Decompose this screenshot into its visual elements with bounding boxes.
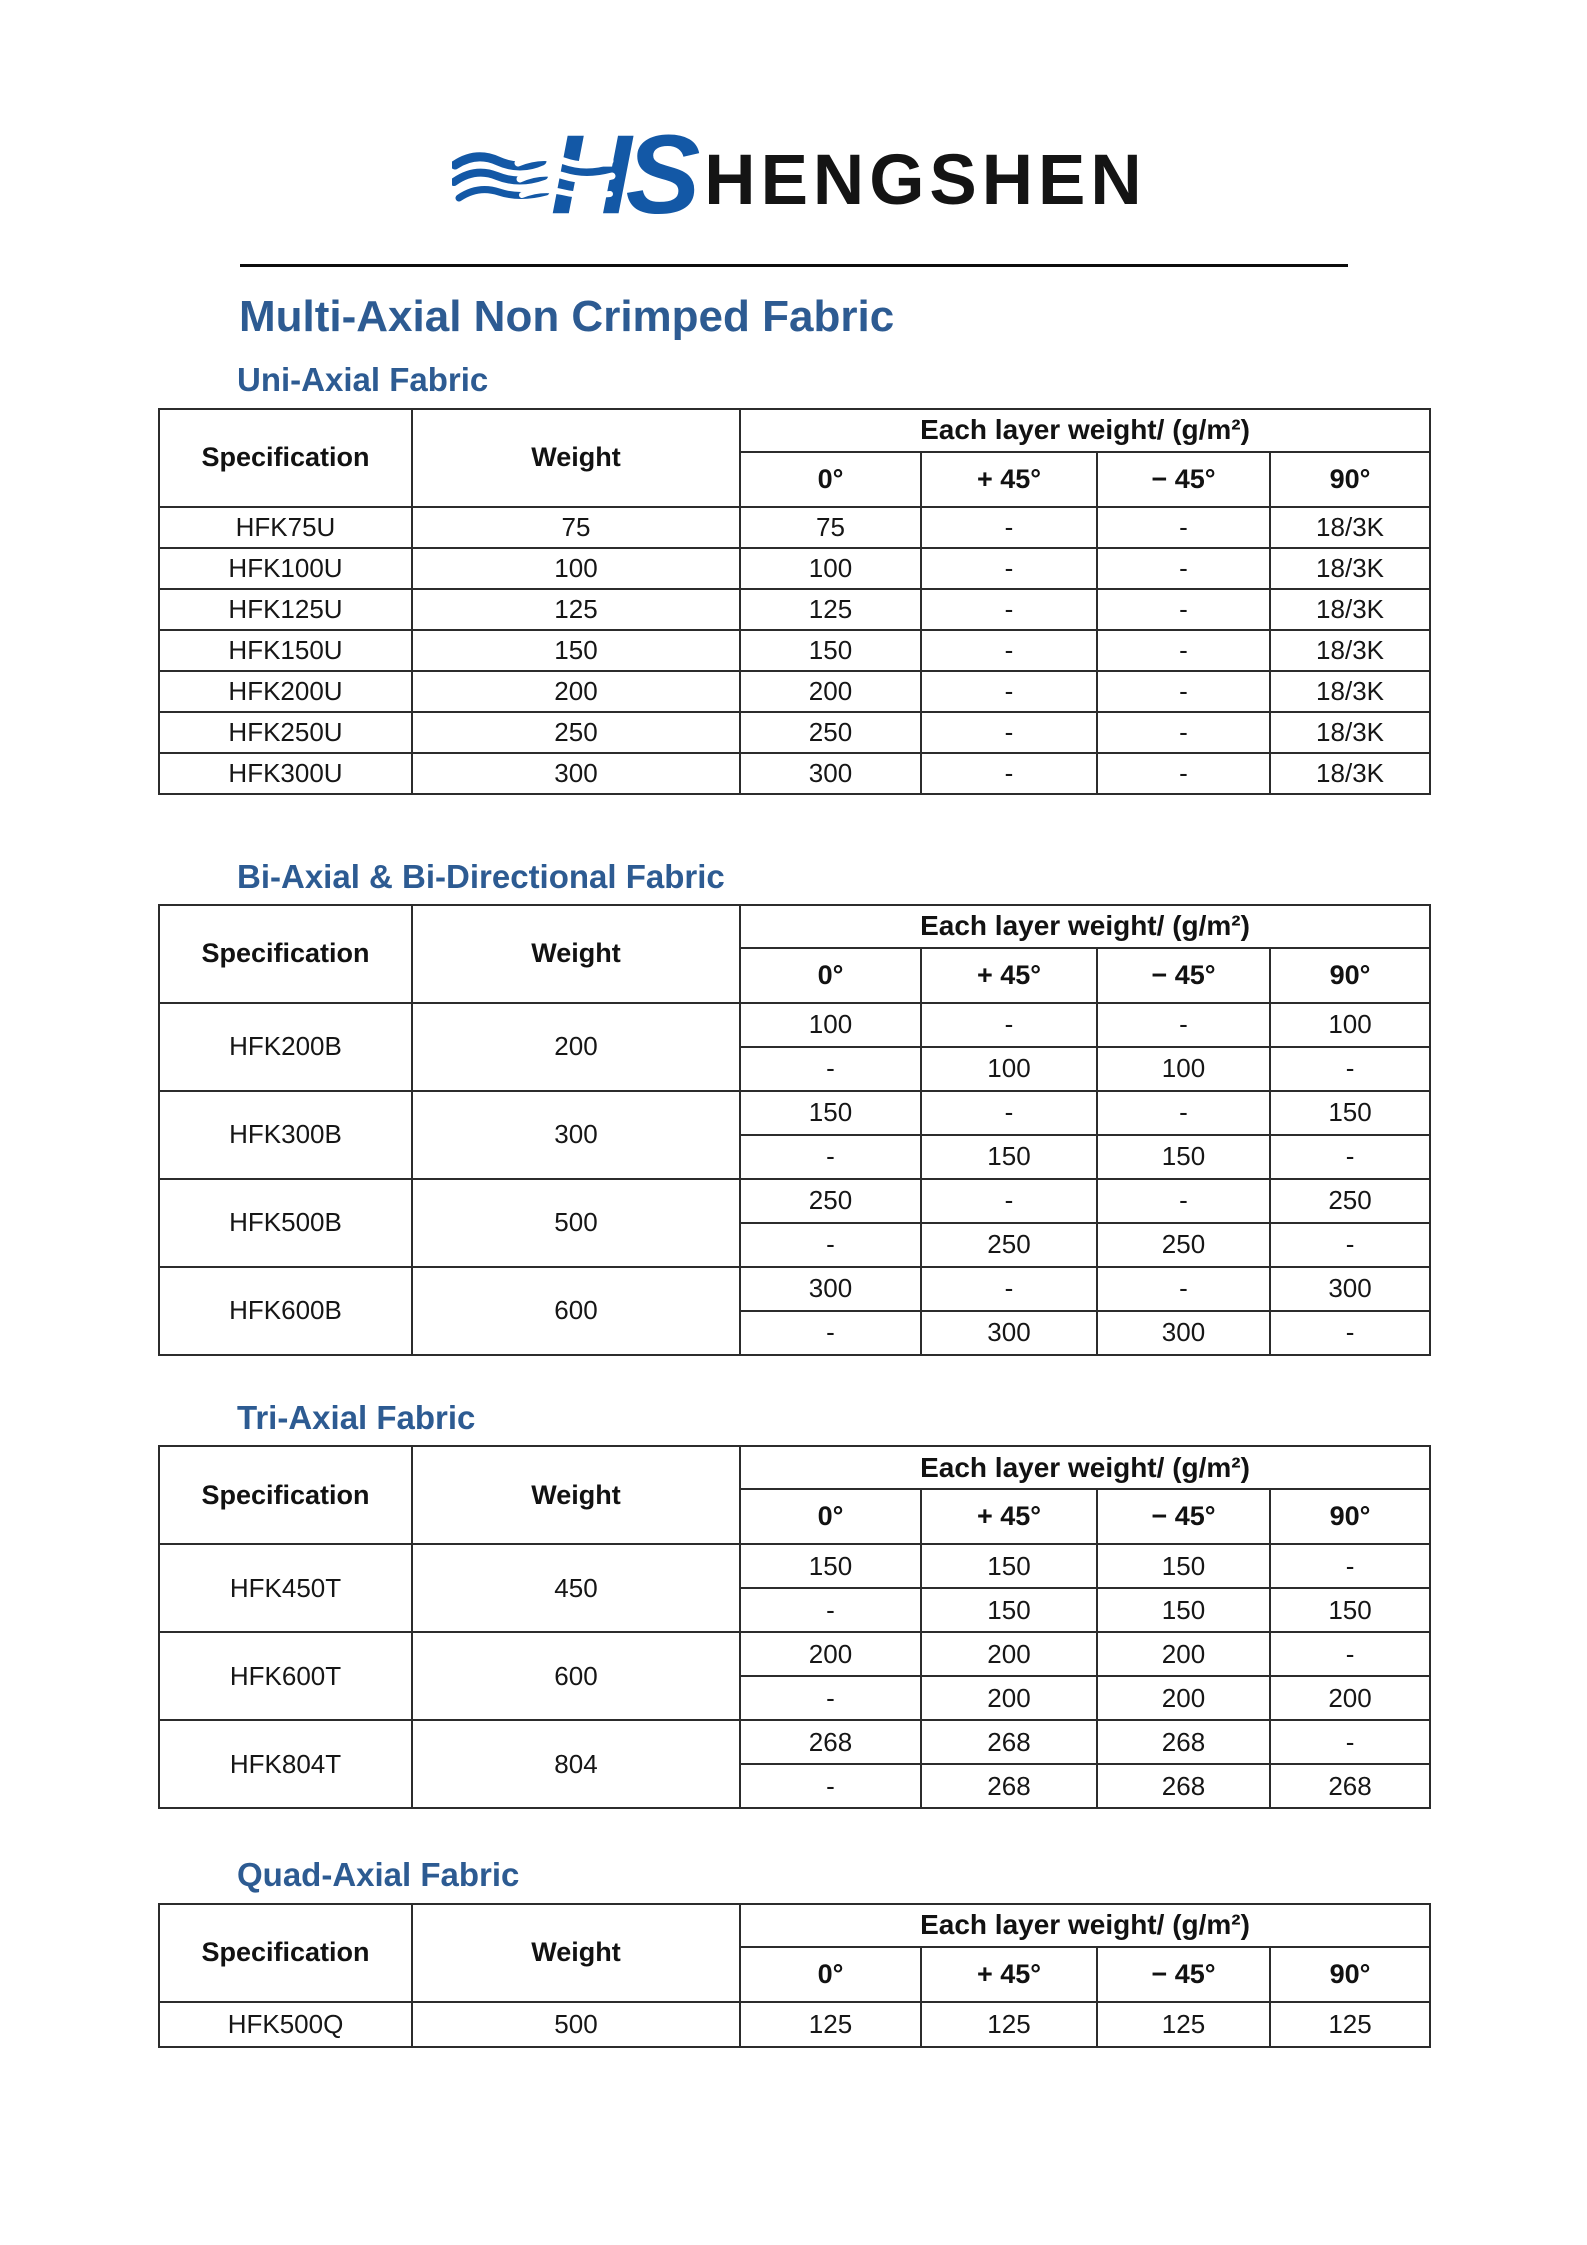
weight-cell: 500 — [412, 1179, 740, 1267]
layer-90-cell: 150 — [1270, 1091, 1430, 1135]
layer-90-cell: - — [1270, 1720, 1430, 1764]
layer-90-cell: 200 — [1270, 1676, 1430, 1720]
col-header-weight: Weight — [412, 1446, 740, 1544]
layer-p45-cell: 100 — [921, 1047, 1097, 1091]
col-header-specification: Specification — [159, 1446, 412, 1544]
spec-cell: HFK450T — [159, 1544, 412, 1632]
layer-0-cell: 150 — [740, 630, 921, 671]
table-row — [159, 589, 1430, 630]
layer-0-cell: - — [740, 1764, 921, 1808]
layer-90-cell: 18/3K — [1270, 507, 1430, 548]
layer-90-cell: 18/3K — [1270, 671, 1430, 712]
layer-m45-cell: 150 — [1097, 1135, 1270, 1179]
layer-p45-cell: - — [921, 1267, 1097, 1311]
section-title-uni-axial: Uni-Axial Fabric — [237, 361, 489, 399]
spec-cell: HFK600B — [159, 1267, 412, 1355]
table-header-row — [159, 905, 1430, 948]
quad-axial-table — [158, 1903, 1431, 2048]
weight-cell: 100 — [412, 548, 740, 589]
weight-cell: 300 — [412, 1091, 740, 1179]
col-header-plus45deg: + 45° — [921, 1947, 1097, 2002]
layer-p45-cell: 150 — [921, 1588, 1097, 1632]
layer-90-cell: 18/3K — [1270, 589, 1430, 630]
table-header-row — [159, 1904, 1430, 1947]
col-header-0deg: 0° — [740, 452, 921, 507]
layer-90-cell: 300 — [1270, 1267, 1430, 1311]
layer-0-cell: 100 — [740, 1003, 921, 1047]
layer-90-cell: 18/3K — [1270, 548, 1430, 589]
layer-90-cell: - — [1270, 1135, 1430, 1179]
col-header-0deg: 0° — [740, 948, 921, 1003]
col-header-minus45deg: − 45° — [1097, 452, 1270, 507]
weight-cell: 250 — [412, 712, 740, 753]
table-row — [159, 1267, 1430, 1311]
layer-p45-cell: - — [921, 712, 1097, 753]
layer-90-cell: - — [1270, 1632, 1430, 1676]
col-header-90deg: 90° — [1270, 1947, 1430, 2002]
col-header-minus45deg: − 45° — [1097, 948, 1270, 1003]
layer-p45-cell: 200 — [921, 1632, 1097, 1676]
layer-p45-cell: 300 — [921, 1311, 1097, 1355]
layer-0-cell: - — [740, 1135, 921, 1179]
col-header-specification: Specification — [159, 905, 412, 1003]
weight-cell: 75 — [412, 507, 740, 548]
col-header-90deg: 90° — [1270, 452, 1430, 507]
weight-cell: 200 — [412, 1003, 740, 1091]
table-header-row — [159, 1446, 1430, 1489]
weight-cell: 600 — [412, 1632, 740, 1720]
layer-m45-cell: 300 — [1097, 1311, 1270, 1355]
col-header-plus45deg: + 45° — [921, 452, 1097, 507]
layer-m45-cell: 200 — [1097, 1632, 1270, 1676]
col-header-weight: Weight — [412, 905, 740, 1003]
layer-p45-cell: - — [921, 1003, 1097, 1047]
col-header-each-layer-weight: Each layer weight/ (g/m²) — [740, 409, 1430, 452]
layer-90-cell: - — [1270, 1311, 1430, 1355]
layer-m45-cell: 125 — [1097, 2002, 1270, 2047]
layer-90-cell: 268 — [1270, 1764, 1430, 1808]
col-header-each-layer-weight: Each layer weight/ (g/m²) — [740, 905, 1430, 948]
col-header-90deg: 90° — [1270, 948, 1430, 1003]
layer-m45-cell: - — [1097, 671, 1270, 712]
col-header-minus45deg: − 45° — [1097, 1489, 1270, 1544]
layer-m45-cell: 150 — [1097, 1544, 1270, 1588]
table-row — [159, 753, 1430, 794]
company-name: HENGSHEN — [704, 141, 1147, 220]
layer-m45-cell: 150 — [1097, 1588, 1270, 1632]
bi-axial-table — [158, 904, 1431, 1356]
col-header-90deg: 90° — [1270, 1489, 1430, 1544]
layer-0-cell: - — [740, 1223, 921, 1267]
layer-90-cell: - — [1270, 1544, 1430, 1588]
layer-0-cell: 250 — [740, 712, 921, 753]
layer-90-cell: 125 — [1270, 2002, 1430, 2047]
logo-waves-icon — [452, 150, 630, 214]
layer-p45-cell: - — [921, 507, 1097, 548]
layer-0-cell: - — [740, 1676, 921, 1720]
layer-0-cell: 200 — [740, 1632, 921, 1676]
layer-m45-cell: 250 — [1097, 1223, 1270, 1267]
weight-cell: 600 — [412, 1267, 740, 1355]
col-header-weight: Weight — [412, 409, 740, 507]
weight-cell: 500 — [412, 2002, 740, 2047]
spec-cell: HFK150U — [159, 630, 412, 671]
layer-p45-cell: 268 — [921, 1764, 1097, 1808]
spec-cell: HFK200U — [159, 671, 412, 712]
section-title-bi-axial: Bi-Axial & Bi-Directional Fabric — [237, 857, 725, 895]
layer-m45-cell: - — [1097, 630, 1270, 671]
section-title-quad-axial: Quad-Axial Fabric — [237, 1856, 520, 1894]
weight-cell: 125 — [412, 589, 740, 630]
table-row — [159, 1544, 1430, 1588]
layer-p45-cell: 150 — [921, 1135, 1097, 1179]
layer-m45-cell: - — [1097, 589, 1270, 630]
weight-cell: 450 — [412, 1544, 740, 1632]
layer-90-cell: 150 — [1270, 1588, 1430, 1632]
layer-0-cell: 250 — [740, 1179, 921, 1223]
layer-m45-cell: - — [1097, 753, 1270, 794]
layer-p45-cell: - — [921, 1091, 1097, 1135]
layer-90-cell: 18/3K — [1270, 712, 1430, 753]
spec-cell: HFK300B — [159, 1091, 412, 1179]
layer-0-cell: 125 — [740, 589, 921, 630]
col-header-minus45deg: − 45° — [1097, 1947, 1270, 2002]
layer-p45-cell: - — [921, 1179, 1097, 1223]
spec-cell: HFK804T — [159, 1720, 412, 1808]
layer-0-cell: - — [740, 1588, 921, 1632]
table-row — [159, 1720, 1430, 1764]
layer-90-cell: 100 — [1270, 1003, 1430, 1047]
layer-0-cell: - — [740, 1311, 921, 1355]
layer-p45-cell: 250 — [921, 1223, 1097, 1267]
layer-90-cell: 250 — [1270, 1179, 1430, 1223]
layer-0-cell: 75 — [740, 507, 921, 548]
layer-90-cell: - — [1270, 1047, 1430, 1091]
layer-m45-cell: - — [1097, 1179, 1270, 1223]
table-header-row — [159, 409, 1430, 452]
layer-p45-cell: 200 — [921, 1676, 1097, 1720]
table-row — [159, 712, 1430, 753]
col-header-weight: Weight — [412, 1904, 740, 2002]
spec-cell: HFK300U — [159, 753, 412, 794]
layer-0-cell: 150 — [740, 1091, 921, 1135]
layer-p45-cell: 150 — [921, 1544, 1097, 1588]
layer-m45-cell: 100 — [1097, 1047, 1270, 1091]
header-divider — [240, 264, 1348, 267]
table-row — [159, 548, 1430, 589]
section-title-tri-axial: Tri-Axial Fabric — [237, 1398, 476, 1436]
spec-cell: HFK100U — [159, 548, 412, 589]
layer-m45-cell: - — [1097, 712, 1270, 753]
layer-p45-cell: - — [921, 589, 1097, 630]
hs-logo-letters: HS — [550, 111, 695, 237]
layer-p45-cell: - — [921, 548, 1097, 589]
col-header-0deg: 0° — [740, 1947, 921, 2002]
layer-m45-cell: - — [1097, 507, 1270, 548]
col-header-plus45deg: + 45° — [921, 1489, 1097, 1544]
spec-cell: HFK125U — [159, 589, 412, 630]
layer-m45-cell: 268 — [1097, 1720, 1270, 1764]
col-header-0deg: 0° — [740, 1489, 921, 1544]
layer-m45-cell: - — [1097, 1091, 1270, 1135]
layer-0-cell: - — [740, 1047, 921, 1091]
col-header-plus45deg: + 45° — [921, 948, 1097, 1003]
spec-cell: HFK500Q — [159, 2002, 412, 2047]
spec-cell: HFK500B — [159, 1179, 412, 1267]
col-header-each-layer-weight: Each layer weight/ (g/m²) — [740, 1446, 1430, 1489]
layer-p45-cell: - — [921, 753, 1097, 794]
layer-0-cell: 200 — [740, 671, 921, 712]
layer-0-cell: 268 — [740, 1720, 921, 1764]
table-row — [159, 1632, 1430, 1676]
layer-p45-cell: 125 — [921, 2002, 1097, 2047]
spec-cell: HFK250U — [159, 712, 412, 753]
layer-90-cell: - — [1270, 1223, 1430, 1267]
layer-m45-cell: 200 — [1097, 1676, 1270, 1720]
tri-axial-table — [158, 1445, 1431, 1809]
layer-m45-cell: - — [1097, 548, 1270, 589]
spec-cell: HFK600T — [159, 1632, 412, 1720]
weight-cell: 300 — [412, 753, 740, 794]
layer-90-cell: 18/3K — [1270, 630, 1430, 671]
page-title: Multi-Axial Non Crimped Fabric — [239, 292, 895, 341]
table-row — [159, 630, 1430, 671]
table-row — [159, 1003, 1430, 1047]
col-header-specification: Specification — [159, 409, 412, 507]
table-row — [159, 2002, 1430, 2047]
layer-m45-cell: - — [1097, 1267, 1270, 1311]
layer-0-cell: 300 — [740, 1267, 921, 1311]
layer-90-cell: 18/3K — [1270, 753, 1430, 794]
company-logo — [26, 0, 1587, 237]
uni-axial-table — [158, 408, 1431, 795]
layer-0-cell: 100 — [740, 548, 921, 589]
layer-m45-cell: 268 — [1097, 1764, 1270, 1808]
table-row — [159, 1091, 1430, 1135]
hs-logo-mark — [466, 104, 695, 237]
table-row — [159, 1179, 1430, 1223]
layer-p45-cell: - — [921, 671, 1097, 712]
layer-0-cell: 300 — [740, 753, 921, 794]
weight-cell: 200 — [412, 671, 740, 712]
table-row — [159, 671, 1430, 712]
spec-cell: HFK75U — [159, 507, 412, 548]
layer-m45-cell: - — [1097, 1003, 1270, 1047]
layer-0-cell: 150 — [740, 1544, 921, 1588]
col-header-specification: Specification — [159, 1904, 412, 2002]
table-row — [159, 507, 1430, 548]
layer-0-cell: 125 — [740, 2002, 921, 2047]
col-header-each-layer-weight: Each layer weight/ (g/m²) — [740, 1904, 1430, 1947]
layer-p45-cell: 268 — [921, 1720, 1097, 1764]
weight-cell: 804 — [412, 1720, 740, 1808]
layer-p45-cell: - — [921, 630, 1097, 671]
weight-cell: 150 — [412, 630, 740, 671]
spec-cell: HFK200B — [159, 1003, 412, 1091]
